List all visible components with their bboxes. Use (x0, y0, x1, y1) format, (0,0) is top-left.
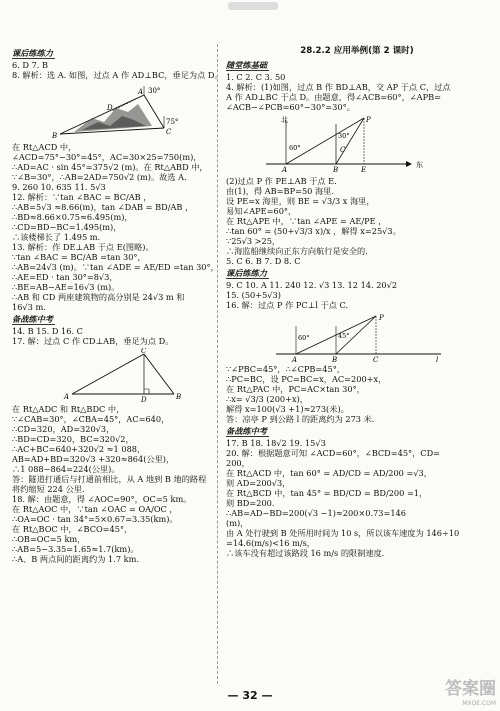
answer-line: 4. 解析：(1)如图，过点 B 作 BD⊥AB，交 AP 于点 C，过点 (226, 82, 451, 93)
answer-line: 200， (226, 458, 250, 469)
answer-line: ∠ACB−∠PCB=60°−30°=30°。 (226, 102, 355, 113)
answer-line: 1. C 2. C 3. 50 (226, 72, 286, 83)
point-label: E (361, 166, 367, 175)
answer-line: ∴AD=AC · sin 45°=375√2 (m)。在 Rt△ABD 中， (12, 162, 208, 172)
answer-line: ∴该楼梯长了 1.495 m. (12, 232, 101, 242)
answer-line: 9. 260 10. 635 11. 5√3 (12, 182, 106, 192)
answer-line: 16. 解：过点 P 作 PC⊥l 于点 C. (226, 300, 349, 311)
answer-line: 6. D 7. B (12, 60, 49, 70)
answer-line: ∴AB 和 CD 两座建筑物的高分别是 24√3 m 和 (12, 292, 185, 302)
section-heading: 备战练中考 (12, 314, 53, 324)
answer-line: ∴1 088−864=224(公里)。 (12, 464, 120, 474)
answer-line: 在 Rt△AOC 中，∵tan ∠OAC = OA/OC ， (12, 504, 178, 514)
answer-line: 17. 解：过点 C 作 CD⊥AB，垂足为点 D。 (12, 336, 174, 346)
point-label: A (282, 166, 288, 175)
answer-line: AB=AD+BD=320√3 +320≈864(公里)， (12, 454, 175, 464)
answer-line: ∴AB=5√3 ≈8.66(m)，tan ∠DAB = BD/AB ， (12, 202, 194, 212)
angle-label: 60° (298, 334, 310, 343)
road-figure (226, 312, 488, 362)
watermark-url: MXQE.COM (462, 699, 496, 707)
answer-line: ∵25√3 >25， (226, 236, 281, 247)
section-heading: 课后练练力 (226, 268, 267, 279)
answer-line: 18. 解：由题意，得 ∠AOC=90°，OC=5 km。 (12, 494, 192, 504)
point-label: C (166, 128, 172, 136)
point-label: D (107, 104, 113, 112)
answer-line: 16√3 m. (12, 302, 46, 312)
answer-line: 15. (50+5√3) (226, 290, 281, 301)
page-number: — 32 — (227, 689, 273, 702)
section-heading: 随堂练基础 (226, 60, 267, 71)
answer-line: 则 BD=200. (226, 498, 275, 509)
answer-line: ∵∠B=30°，∴AB=2AD=750√2 (m)。故选 A. (12, 172, 187, 182)
answer-line: ∴BD≈8.66×0.75≈6.495(m)， (12, 212, 133, 222)
answer-line: 设 PE=x 海里，则 BE = √3/3 x 海里， (226, 196, 375, 207)
answer-line: ∴BE=AB−AE=16√3 (m)。 (12, 282, 120, 292)
answer-line: ∴x= √3/3 (200+x)， (226, 394, 308, 405)
point-label: B (176, 393, 182, 401)
point-label: B (332, 356, 338, 363)
angle-label: 45° (338, 332, 350, 341)
watermark-title: 答案圈 (445, 678, 496, 699)
answer-line: 将约缩短 224 公里. (12, 484, 85, 494)
answer-line: 9. C 10. A 11. 240 12. √3 13. 12 14. 20√2 (226, 280, 398, 291)
angle-label: 75° (166, 118, 179, 126)
answer-line: 在 Rt△APE 中，∵tan ∠APE = AE/PE ， (226, 216, 387, 227)
answer-line: ∴A、B 两点间的距离约为 1.7 km. (12, 554, 139, 564)
answer-line: 5. C 6. B 7. D 8. C (226, 256, 301, 267)
answer-line: 由(1)，得 AB=BP=50 海里. (226, 186, 334, 197)
answer-line: 在 Rt△PAC 中，PC=AC×tan 30°， (226, 384, 365, 395)
answer-line: ∴PC=BC，设 PC=BC=x，AC=200+x， (226, 374, 387, 385)
point-label: P (379, 314, 384, 323)
point-label: A (292, 356, 298, 363)
left-column (12, 46, 223, 564)
answer-line: (m)， (226, 518, 249, 529)
right-column (226, 46, 488, 558)
ship-figure (226, 114, 488, 174)
line-label: l (436, 356, 439, 363)
answer-line: ∴OB=OC=5 km， (12, 534, 86, 544)
answer-line: 14. B 15. D 16. C (12, 326, 83, 336)
answer-line: 解得 x=100(√3 +1)≈273(米)。 (226, 404, 349, 415)
watermark-logo (445, 679, 496, 707)
answer-line: ∴AB=5−3.35=1.65≈1.7(km)。 (12, 544, 139, 554)
answer-line: 易知∠APE=60°， (226, 206, 297, 217)
answer-line: 在 Rt△ADC 和 Rt△BDC 中， (12, 404, 125, 414)
header-mark (228, 2, 278, 10)
section-heading: 备战练中考 (226, 426, 267, 437)
direction-label: 东 (416, 161, 423, 170)
mountain-figure (12, 82, 212, 140)
answer-line: A 作 AD⊥BC 于点 D。由题意，得∠ACB=60°，∠APB= (226, 92, 441, 103)
point-label: A (138, 88, 144, 96)
answer-line: ∴tan 60° = (50+√3/3 x)/x ，解得 x=25√3。 (226, 226, 401, 237)
point-label: C (373, 356, 379, 363)
answer-line: 由 A 处行驶到 B 处所用时间为 10 s，所以该车速度为 146÷10 (226, 528, 460, 539)
answer-line: 答：隧道打通后与打通前相比，从 A 地到 B 地的路程 (12, 474, 207, 484)
answer-line: 8. 解析：选 A. 如图，过点 A 作 AD⊥BC，垂足为点 D。 (12, 70, 223, 80)
point-label: B (333, 166, 339, 175)
answer-line: ∴OA=OC · tan 34°=5×0.67=3.35(km)。 (12, 514, 178, 524)
direction-label: 北 (281, 116, 288, 125)
answer-line: ∴CD=320，AD=320√3， (12, 424, 115, 434)
answer-line: ∴CD=BD−BC=1.495(m)， (12, 222, 122, 232)
answer-line: ∴BD=CD=320，BC=320√2， (12, 434, 134, 444)
point-label: C (340, 146, 346, 155)
point-label: C (141, 348, 147, 355)
answer-line: ∴AE=ED · tan 30°=8√3， (12, 272, 118, 282)
answer-line: ∴AB=24√3 (m)。∵tan ∠ADE = AE/ED =tan 30°， (12, 262, 219, 272)
answer-line: 在 Rt△BCD 中，tan 45° = BD/CD = BD/200 =1， (226, 488, 428, 499)
answer-line: ∴AB=AD−BD=200(√3 −1)≈200×0.73=146 (226, 508, 406, 519)
point-label: P (366, 116, 371, 125)
point-label: B (52, 132, 58, 140)
answer-line: (2)过点 P 作 PE⊥AB 于点 E. (226, 176, 337, 187)
answer-line: 17. B 18. 18√2 19. 15√3 (226, 438, 326, 449)
point-label: D (141, 396, 147, 402)
section-heading: 课后练练力 (12, 48, 53, 58)
answer-line: ∵∠PBC=45°，∴∠CPB=45°， (226, 364, 345, 375)
lesson-title: 28.2.2 应用举例(第 2 课时) (300, 46, 414, 56)
angle-label: 30° (338, 132, 350, 141)
answer-line: 答：凉亭 P 到公路 l 的距离约为 273 米. (226, 414, 375, 425)
answer-line: ∴海监船继续向正东方向航行是安全的. (226, 246, 368, 257)
answer-line: 在 Rt△ACD 中， (12, 142, 77, 152)
angle-label: 30° (148, 87, 161, 95)
answer-line: 在 Rt△ACD 中，tan 60° = AD/CD = AD/200 =√3， (226, 468, 432, 479)
answer-line: 在 Rt△BOC 中，∠BCO=45°， (12, 524, 133, 534)
angle-label: 60° (289, 144, 301, 153)
answer-line: ∴该车没有超过该路段 16 m/s 的限制速度. (226, 548, 385, 559)
answer-line: =14.6(m/s)<16 m/s， (226, 538, 315, 549)
answer-line: ∵∠CAB=30°，∠CBA=45°，AC=640， (12, 414, 170, 424)
triangle-figure (12, 348, 212, 402)
answer-line: 则 AD=200√3， (226, 478, 291, 489)
column-divider (217, 44, 218, 684)
answer-line: 12. 解析：∵tan ∠BAC = BC/AB ， (12, 192, 152, 202)
point-label: A (64, 393, 70, 401)
answer-line: ∴AC+BC=640+320√2 ≈1 088， (12, 444, 146, 454)
answer-line: ∵tan ∠BAC = BC/AB =tan 30°， (12, 252, 146, 262)
answer-line: 13. 解析：作 DE⊥AB 于点 E(图略)。 (12, 242, 154, 252)
answer-line: ∠ACD=75°−30°=45°，AC=30×25=750(m)， (12, 152, 202, 162)
answer-line: 20. 解：根据题意可知 ∠ACD=60°，∠BCD=45°，CD= (226, 448, 440, 459)
